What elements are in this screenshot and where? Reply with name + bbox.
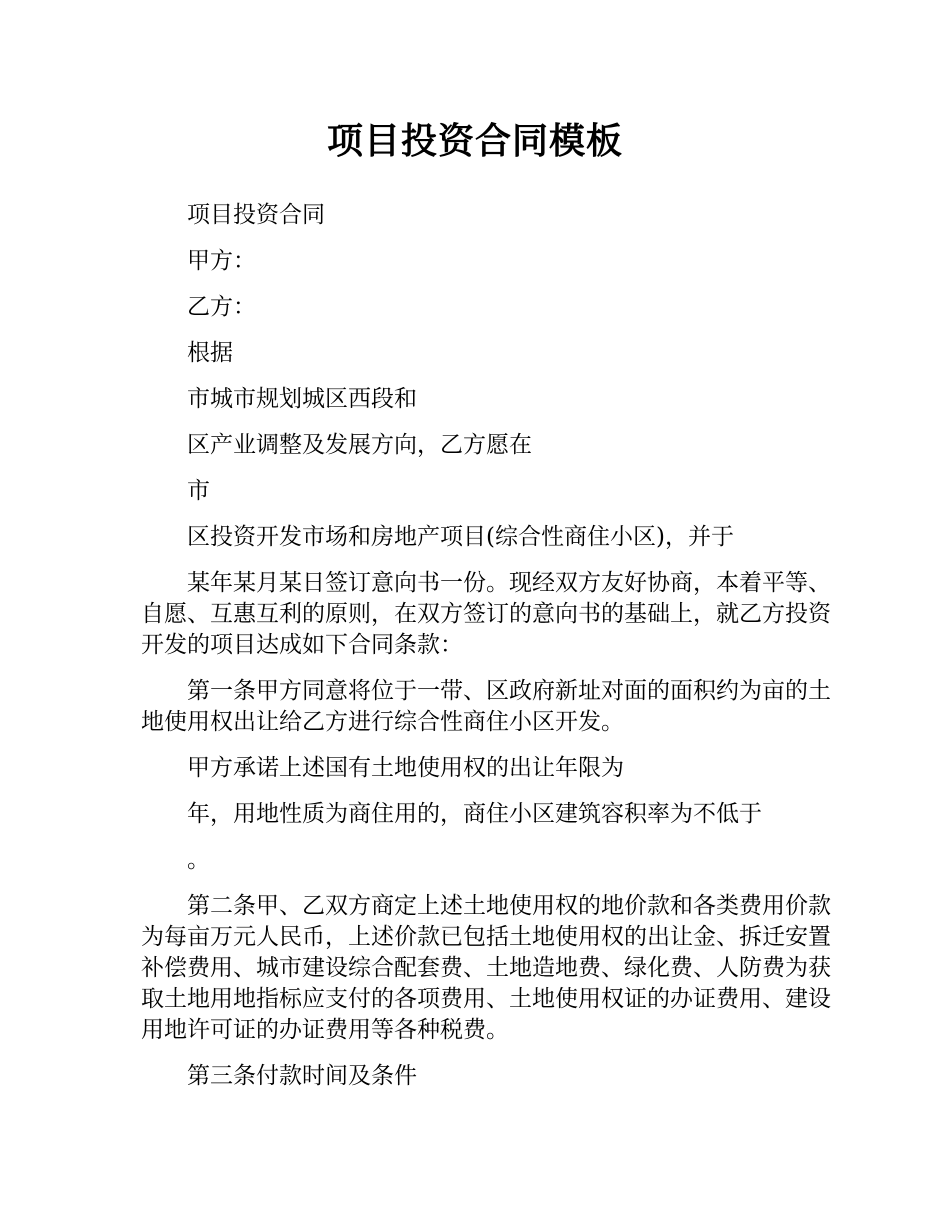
paragraph-investment: 区投资开发市场和房地产项目(综合性商住小区)，并于 bbox=[187, 524, 734, 550]
document-title: 项目投资合同模板 bbox=[326, 121, 623, 162]
paragraph-period: 。 bbox=[187, 847, 210, 873]
paragraph-article-1: 第一条甲方同意将位于一带、区政府新址对面的面积约为亩的土地使用权出让给乙方进行综合性商住小区开发。 bbox=[141, 678, 831, 735]
paragraph-article-2: 第二条甲、乙双方商定上述土地使用权的地价款和各类费用价款为每亩万元人民币，上述价款已包括土地使用权的出让金、拆迁安置补偿费用、城市建设综合配套费、土地造地费、绿化费、人防费为获取土地用地指标应支付的各项费用、土地使用权证的办证费用、建设用地许可证的办证费用等各种税费。 bbox=[141, 893, 831, 1043]
paragraph-party-b: 乙方： bbox=[187, 294, 256, 320]
paragraph-industry: 区产业调整及发展方向，乙方愿在 bbox=[187, 432, 532, 458]
paragraph-term: 甲方承诺上述国有土地使用权的出让年限为 bbox=[187, 755, 624, 781]
paragraph-article-3: 第三条付款时间及条件 bbox=[187, 1063, 417, 1089]
paragraph-according: 根据 bbox=[187, 340, 233, 366]
paragraph-land-use: 年，用地性质为商住用的，商住小区建筑容积率为不低于 bbox=[187, 801, 762, 827]
paragraph-city: 市 bbox=[187, 478, 210, 504]
document-body bbox=[141, 200, 831, 1107]
paragraph-contract-heading: 项目投资合同 bbox=[187, 202, 325, 228]
paragraph-city-plan: 市城市规划城区西段和 bbox=[187, 386, 417, 412]
paragraph-agreement: 某年某月某日签订意向书一份。现经双方友好协商，本着平等、自愿、互惠互利的原则，在双方签订的意向书的基础上，就乙方投资开发的项目达成如下合同条款： bbox=[141, 570, 831, 658]
paragraph-party-a: 甲方： bbox=[187, 248, 256, 274]
